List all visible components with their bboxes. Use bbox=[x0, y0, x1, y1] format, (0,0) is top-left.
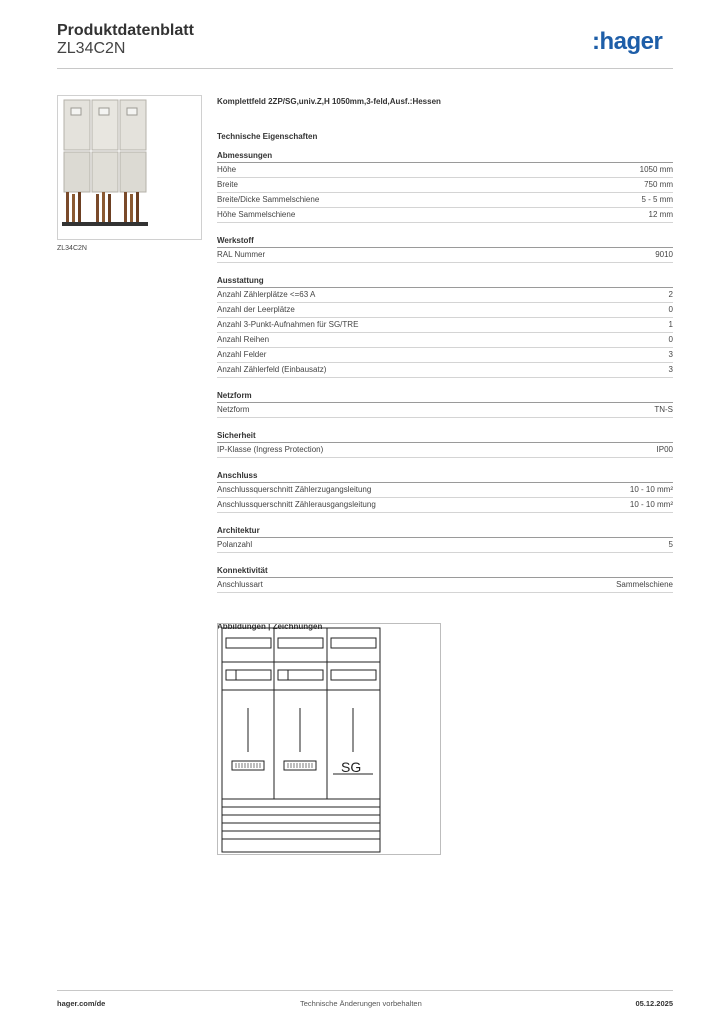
spec-value: TN-S bbox=[654, 405, 673, 414]
photo-caption: ZL34C2N bbox=[57, 245, 87, 252]
spec-row bbox=[217, 208, 673, 223]
tech-properties-heading: Technische Eigenschaften bbox=[217, 132, 318, 141]
spec-value: 9010 bbox=[655, 250, 673, 259]
spec-row bbox=[217, 288, 673, 303]
section-sicherheit bbox=[217, 430, 673, 458]
product-title: Komplettfeld 2ZP/SG,univ.Z,H 1050mm,3-feld,Ausf.:Hessen bbox=[217, 97, 441, 106]
spec-label: Netzform bbox=[217, 405, 250, 414]
spec-row bbox=[217, 363, 673, 378]
spec-value: 750 mm bbox=[644, 180, 673, 189]
section-werkstoff bbox=[217, 235, 673, 263]
section-title: Anschluss bbox=[217, 470, 673, 483]
enclosure-photo-illustration bbox=[58, 96, 201, 239]
section-architektur bbox=[217, 525, 673, 553]
hager-logo: :hager bbox=[592, 28, 663, 55]
spec-label: Höhe Sammelschiene bbox=[217, 210, 296, 219]
section-title: Konnektivität bbox=[217, 565, 673, 578]
section-abmessungen bbox=[217, 150, 673, 223]
spec-label: Anzahl der Leerplätze bbox=[217, 305, 295, 314]
spec-row bbox=[217, 538, 673, 553]
document-title: Produktdatenblatt bbox=[57, 22, 194, 39]
spec-value: 12 mm bbox=[648, 210, 673, 219]
section-title: Werkstoff bbox=[217, 235, 673, 248]
spec-row bbox=[217, 193, 673, 208]
spec-value: 0 bbox=[668, 305, 673, 314]
spec-label: Breite/Dicke Sammelschiene bbox=[217, 195, 320, 204]
spec-label: Anschlussart bbox=[217, 580, 263, 589]
enclosure-front-view-drawing bbox=[218, 624, 440, 854]
spec-row bbox=[217, 318, 673, 333]
section-netzform bbox=[217, 390, 673, 418]
spec-label: Anschlussquerschnitt Zählerzugangsleitung bbox=[217, 485, 372, 494]
spec-column bbox=[217, 95, 673, 633]
spec-row bbox=[217, 403, 673, 418]
footer-disclaimer: Technische Änderungen vorbehalten bbox=[300, 999, 422, 1008]
section-title: Netzform bbox=[217, 390, 673, 403]
section-title: Ausstattung bbox=[217, 275, 673, 288]
section-konnektivitaet bbox=[217, 565, 673, 593]
spec-label: Anschlussquerschnitt Zählerausgangsleitung bbox=[217, 500, 376, 509]
spec-label: IP-Klasse (Ingress Protection) bbox=[217, 445, 324, 454]
spec-row bbox=[217, 348, 673, 363]
footer-website-link[interactable]: hager.com/de bbox=[57, 999, 106, 1008]
section-ausstattung bbox=[217, 275, 673, 378]
spec-value: 3 bbox=[668, 350, 673, 359]
footer-date: 05.12.2025 bbox=[635, 999, 673, 1008]
spec-value: 10 - 10 mm² bbox=[629, 485, 673, 494]
spec-row bbox=[217, 498, 673, 513]
spec-label: Anzahl 3-Punkt-Aufnahmen für SG/TRE bbox=[217, 320, 359, 329]
spec-value: 10 - 10 mm² bbox=[629, 500, 673, 509]
spec-label: RAL Nummer bbox=[217, 250, 266, 259]
spec-row bbox=[217, 333, 673, 348]
spec-row bbox=[217, 443, 673, 458]
article-number: ZL34C2N bbox=[57, 40, 126, 57]
spec-value: Sammelschiene bbox=[616, 580, 673, 589]
section-title: Architektur bbox=[217, 525, 673, 538]
spec-label: Anzahl Zählerplätze <=63 A bbox=[217, 290, 316, 299]
spec-row bbox=[217, 578, 673, 593]
spec-label: Anzahl Felder bbox=[217, 350, 267, 359]
product-photo bbox=[57, 95, 202, 240]
spec-row bbox=[217, 178, 673, 193]
spec-label: Anzahl Zählerfeld (Einbausatz) bbox=[217, 365, 327, 374]
drawings-heading: Abbildungen | Zeichnungen bbox=[217, 622, 323, 631]
spec-label: Polanzahl bbox=[217, 540, 253, 549]
section-anschluss bbox=[217, 470, 673, 513]
spec-value: 5 bbox=[668, 540, 673, 549]
spec-value: 0 bbox=[668, 335, 673, 344]
spec-label: Anzahl Reihen bbox=[217, 335, 270, 344]
spec-value: 5 - 5 mm bbox=[641, 195, 673, 204]
spec-value: 2 bbox=[668, 290, 673, 299]
header-divider bbox=[57, 68, 673, 69]
spec-row bbox=[217, 303, 673, 318]
spec-label: Höhe bbox=[217, 165, 237, 174]
technical-drawing bbox=[217, 623, 441, 855]
sg-label: SG bbox=[341, 759, 362, 775]
spec-value: 1 bbox=[668, 320, 673, 329]
spec-row bbox=[217, 163, 673, 178]
section-title: Sicherheit bbox=[217, 430, 673, 443]
spec-value: 3 bbox=[668, 365, 673, 374]
spec-value: 1050 mm bbox=[639, 165, 673, 174]
footer-divider bbox=[57, 990, 673, 991]
spec-row bbox=[217, 483, 673, 498]
spec-label: Breite bbox=[217, 180, 238, 189]
section-title: Abmessungen bbox=[217, 150, 673, 163]
logo-text: hager bbox=[599, 28, 663, 55]
spec-value: IP00 bbox=[656, 445, 673, 454]
spec-row bbox=[217, 248, 673, 263]
